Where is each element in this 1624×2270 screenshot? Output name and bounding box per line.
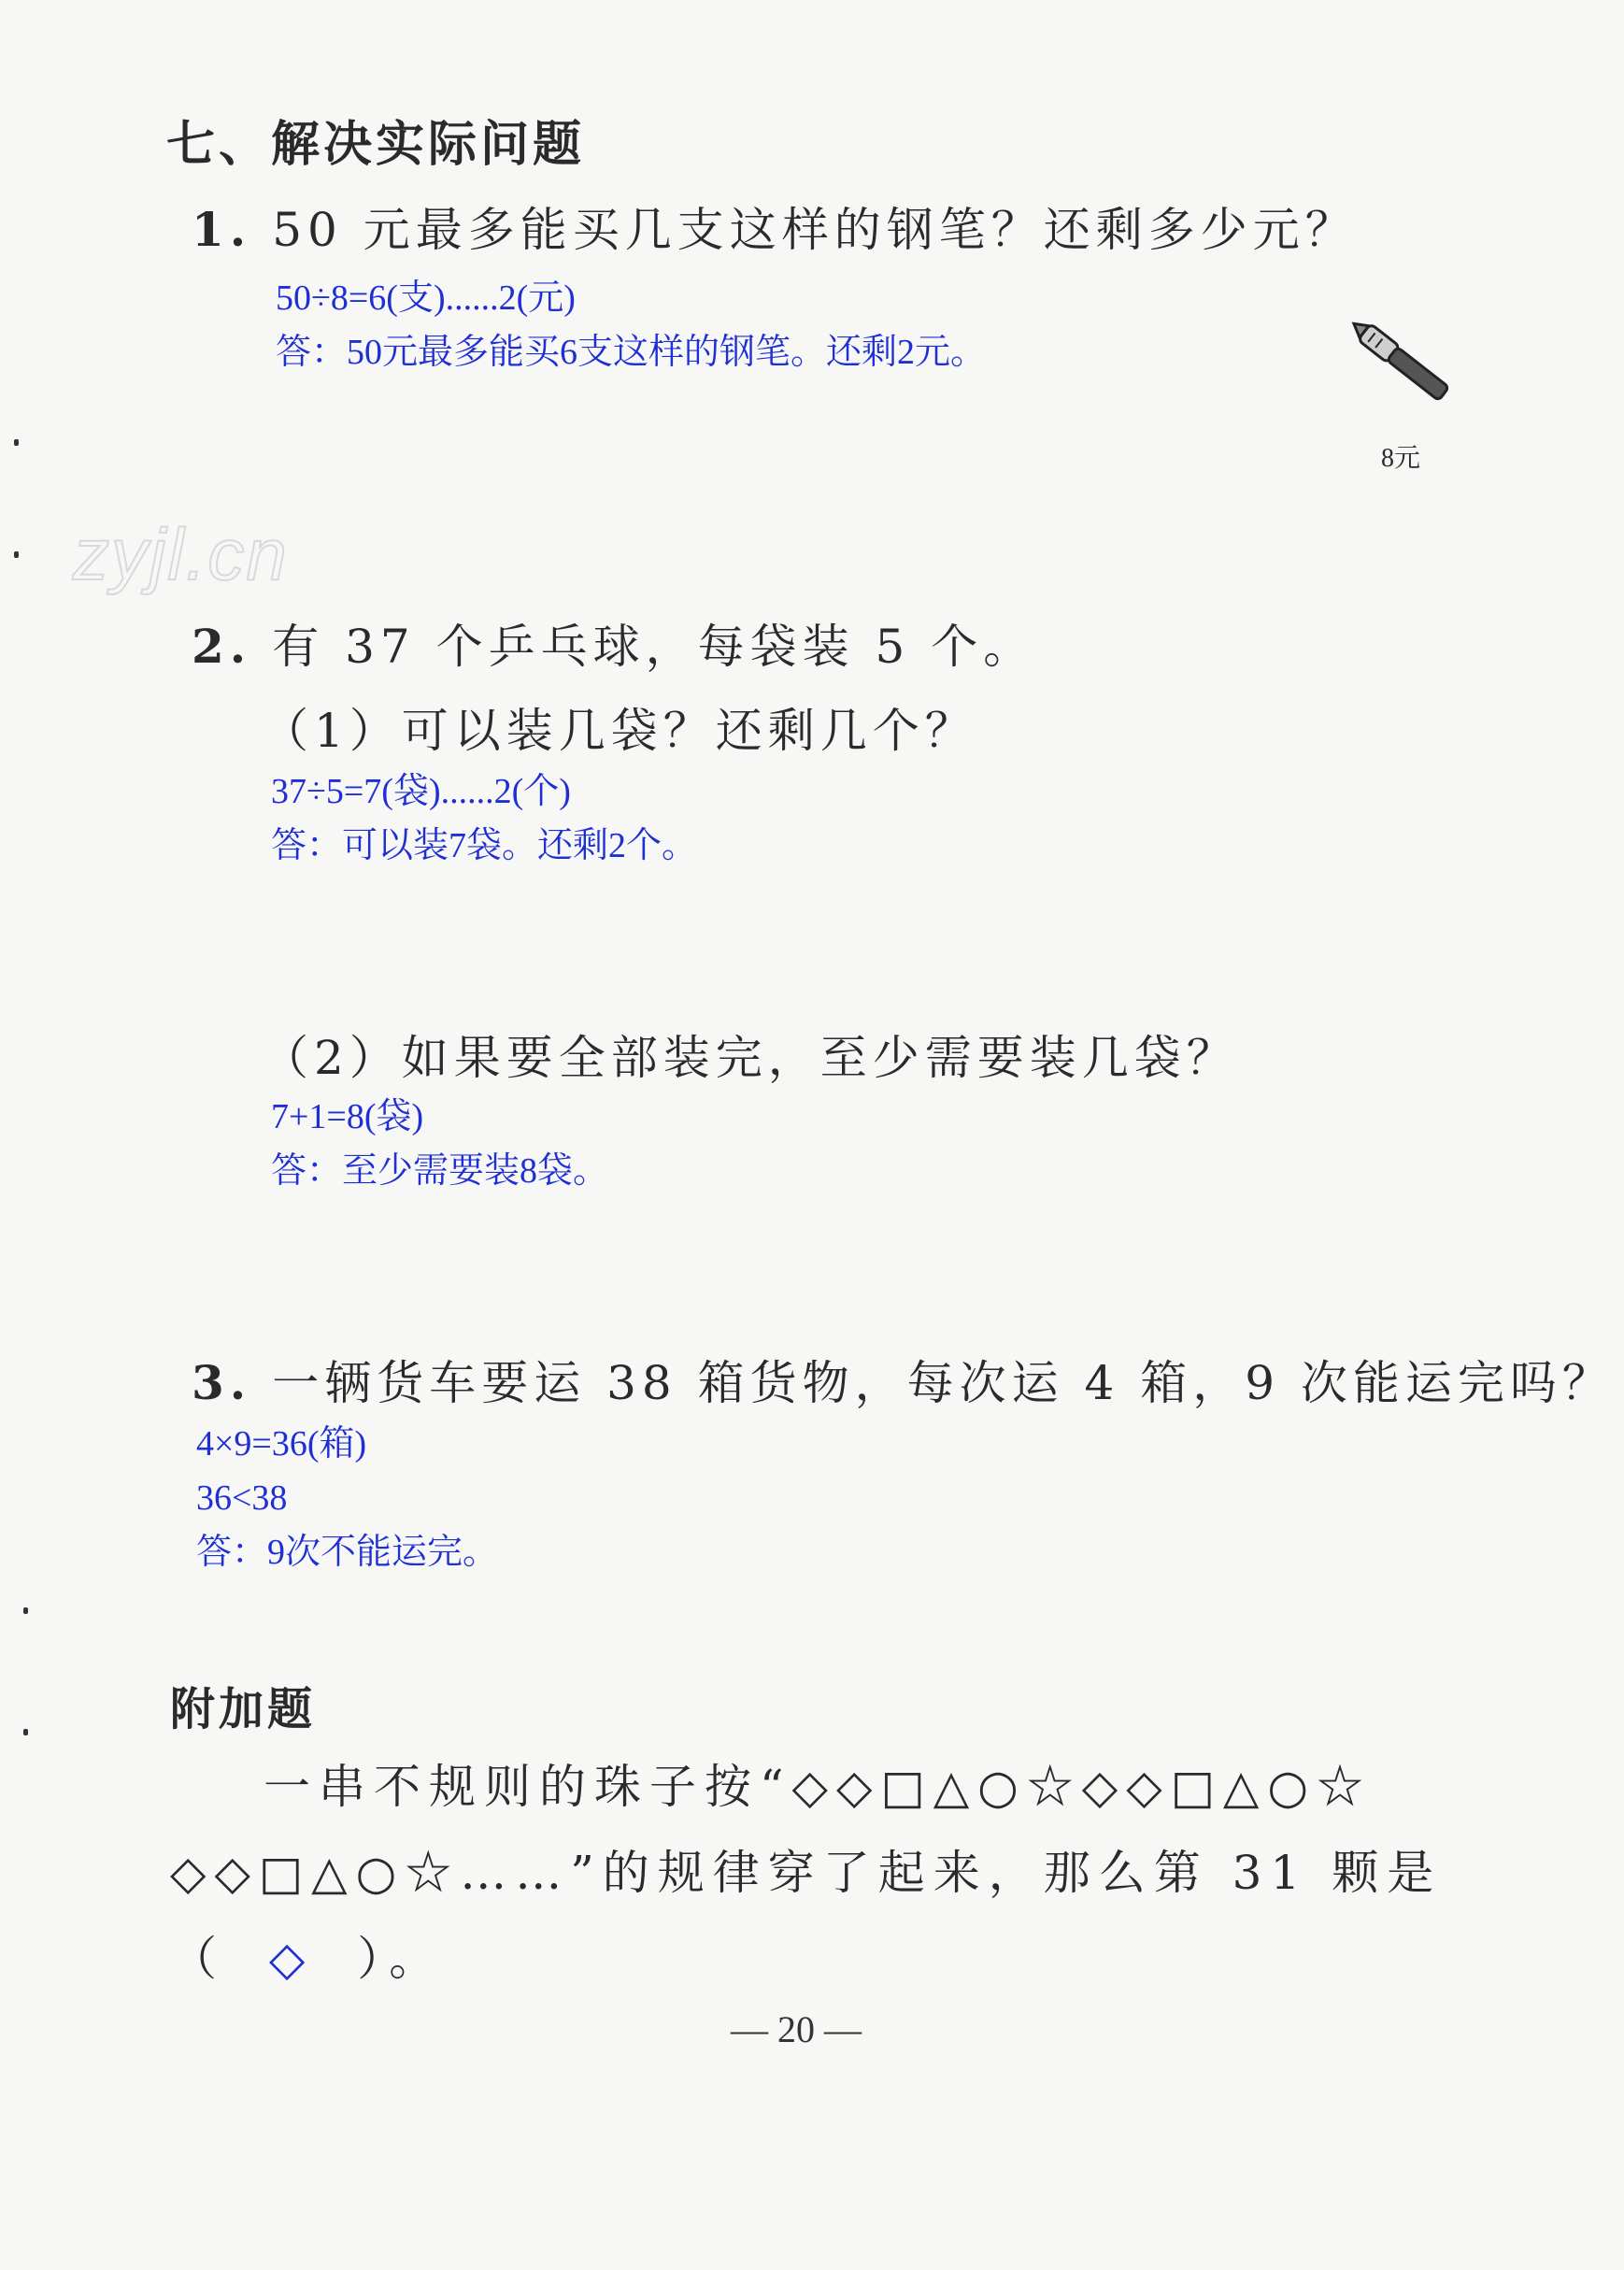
question-2-part-1: （1）可以装几袋？还剩几个？ bbox=[262, 704, 977, 758]
question-3 bbox=[192, 1346, 1615, 1413]
bonus-title: 附加题 bbox=[170, 1683, 317, 1735]
answer-line: 答：至少需要装8袋。 bbox=[271, 1151, 609, 1191]
question-2-number: 2. bbox=[192, 619, 252, 674]
answer-line: 答：50元最多能买6支这样的钢笔。还剩2元。 bbox=[276, 333, 987, 372]
bonus-question bbox=[170, 1744, 1442, 2002]
margin-mark bbox=[23, 1607, 28, 1614]
question-2 bbox=[192, 609, 1035, 677]
question-1-text: 50 元最多能买几支这样的钢笔？还剩多少元？ bbox=[272, 203, 1358, 257]
answer-line: 50÷8=6(支)......2(元) bbox=[276, 278, 576, 318]
question-1 bbox=[192, 193, 1358, 260]
margin-mark bbox=[14, 551, 19, 558]
answer-line: 答：9次不能运完。 bbox=[196, 1533, 499, 1572]
page-number: — 20 — bbox=[731, 2008, 862, 2050]
margin-mark bbox=[23, 1729, 28, 1735]
pen-price: 8元 bbox=[1381, 444, 1421, 473]
answer-line: 36<38 bbox=[196, 1478, 288, 1518]
bonus-line-1: 一串不规则的珠子按“◇◇□△○☆◇◇□△○☆ bbox=[264, 1760, 1373, 1814]
bonus-line-3 bbox=[170, 1916, 1442, 2002]
question-3-number: 3. bbox=[192, 1355, 252, 1410]
pen-illustration bbox=[1336, 299, 1467, 421]
question-2-part-2-answer bbox=[271, 1090, 608, 1198]
bonus-line-2: ◇◇□△○☆……”的规律穿了起来，那么第 31 颗是 bbox=[170, 1846, 1443, 1900]
answer-blank-value: ◇ bbox=[268, 1932, 314, 1986]
watermark: zyjl.cn bbox=[73, 513, 289, 595]
question-1-number: 1. bbox=[192, 202, 252, 257]
question-3-answer bbox=[196, 1417, 498, 1579]
question-2-text: 有 37 个乒乓球，每袋装 5 个。 bbox=[272, 620, 1036, 674]
section-title: 七、解决实际问题 bbox=[166, 117, 586, 173]
answer-line: 4×9=36(箱) bbox=[196, 1424, 367, 1463]
answer-blank-open: （ bbox=[170, 1932, 225, 1986]
question-2-part-1-answer bbox=[271, 764, 697, 873]
answer-line: 7+1=8(袋) bbox=[271, 1097, 424, 1136]
question-3-text: 一辆货车要运 38 箱货物，每次运 4 箱，9 次能运完吗？ bbox=[272, 1356, 1615, 1410]
answer-line: 37÷5=7(袋)......2(个) bbox=[271, 772, 571, 811]
margin-mark bbox=[14, 439, 19, 446]
answer-line: 答：可以装7袋。还剩2个。 bbox=[271, 826, 698, 865]
question-2-part-2: （2）如果要全部装完，至少需要装几袋？ bbox=[262, 1031, 1239, 1085]
answer-blank-close: ）。 bbox=[357, 1932, 445, 1986]
question-1-answer bbox=[276, 271, 986, 379]
